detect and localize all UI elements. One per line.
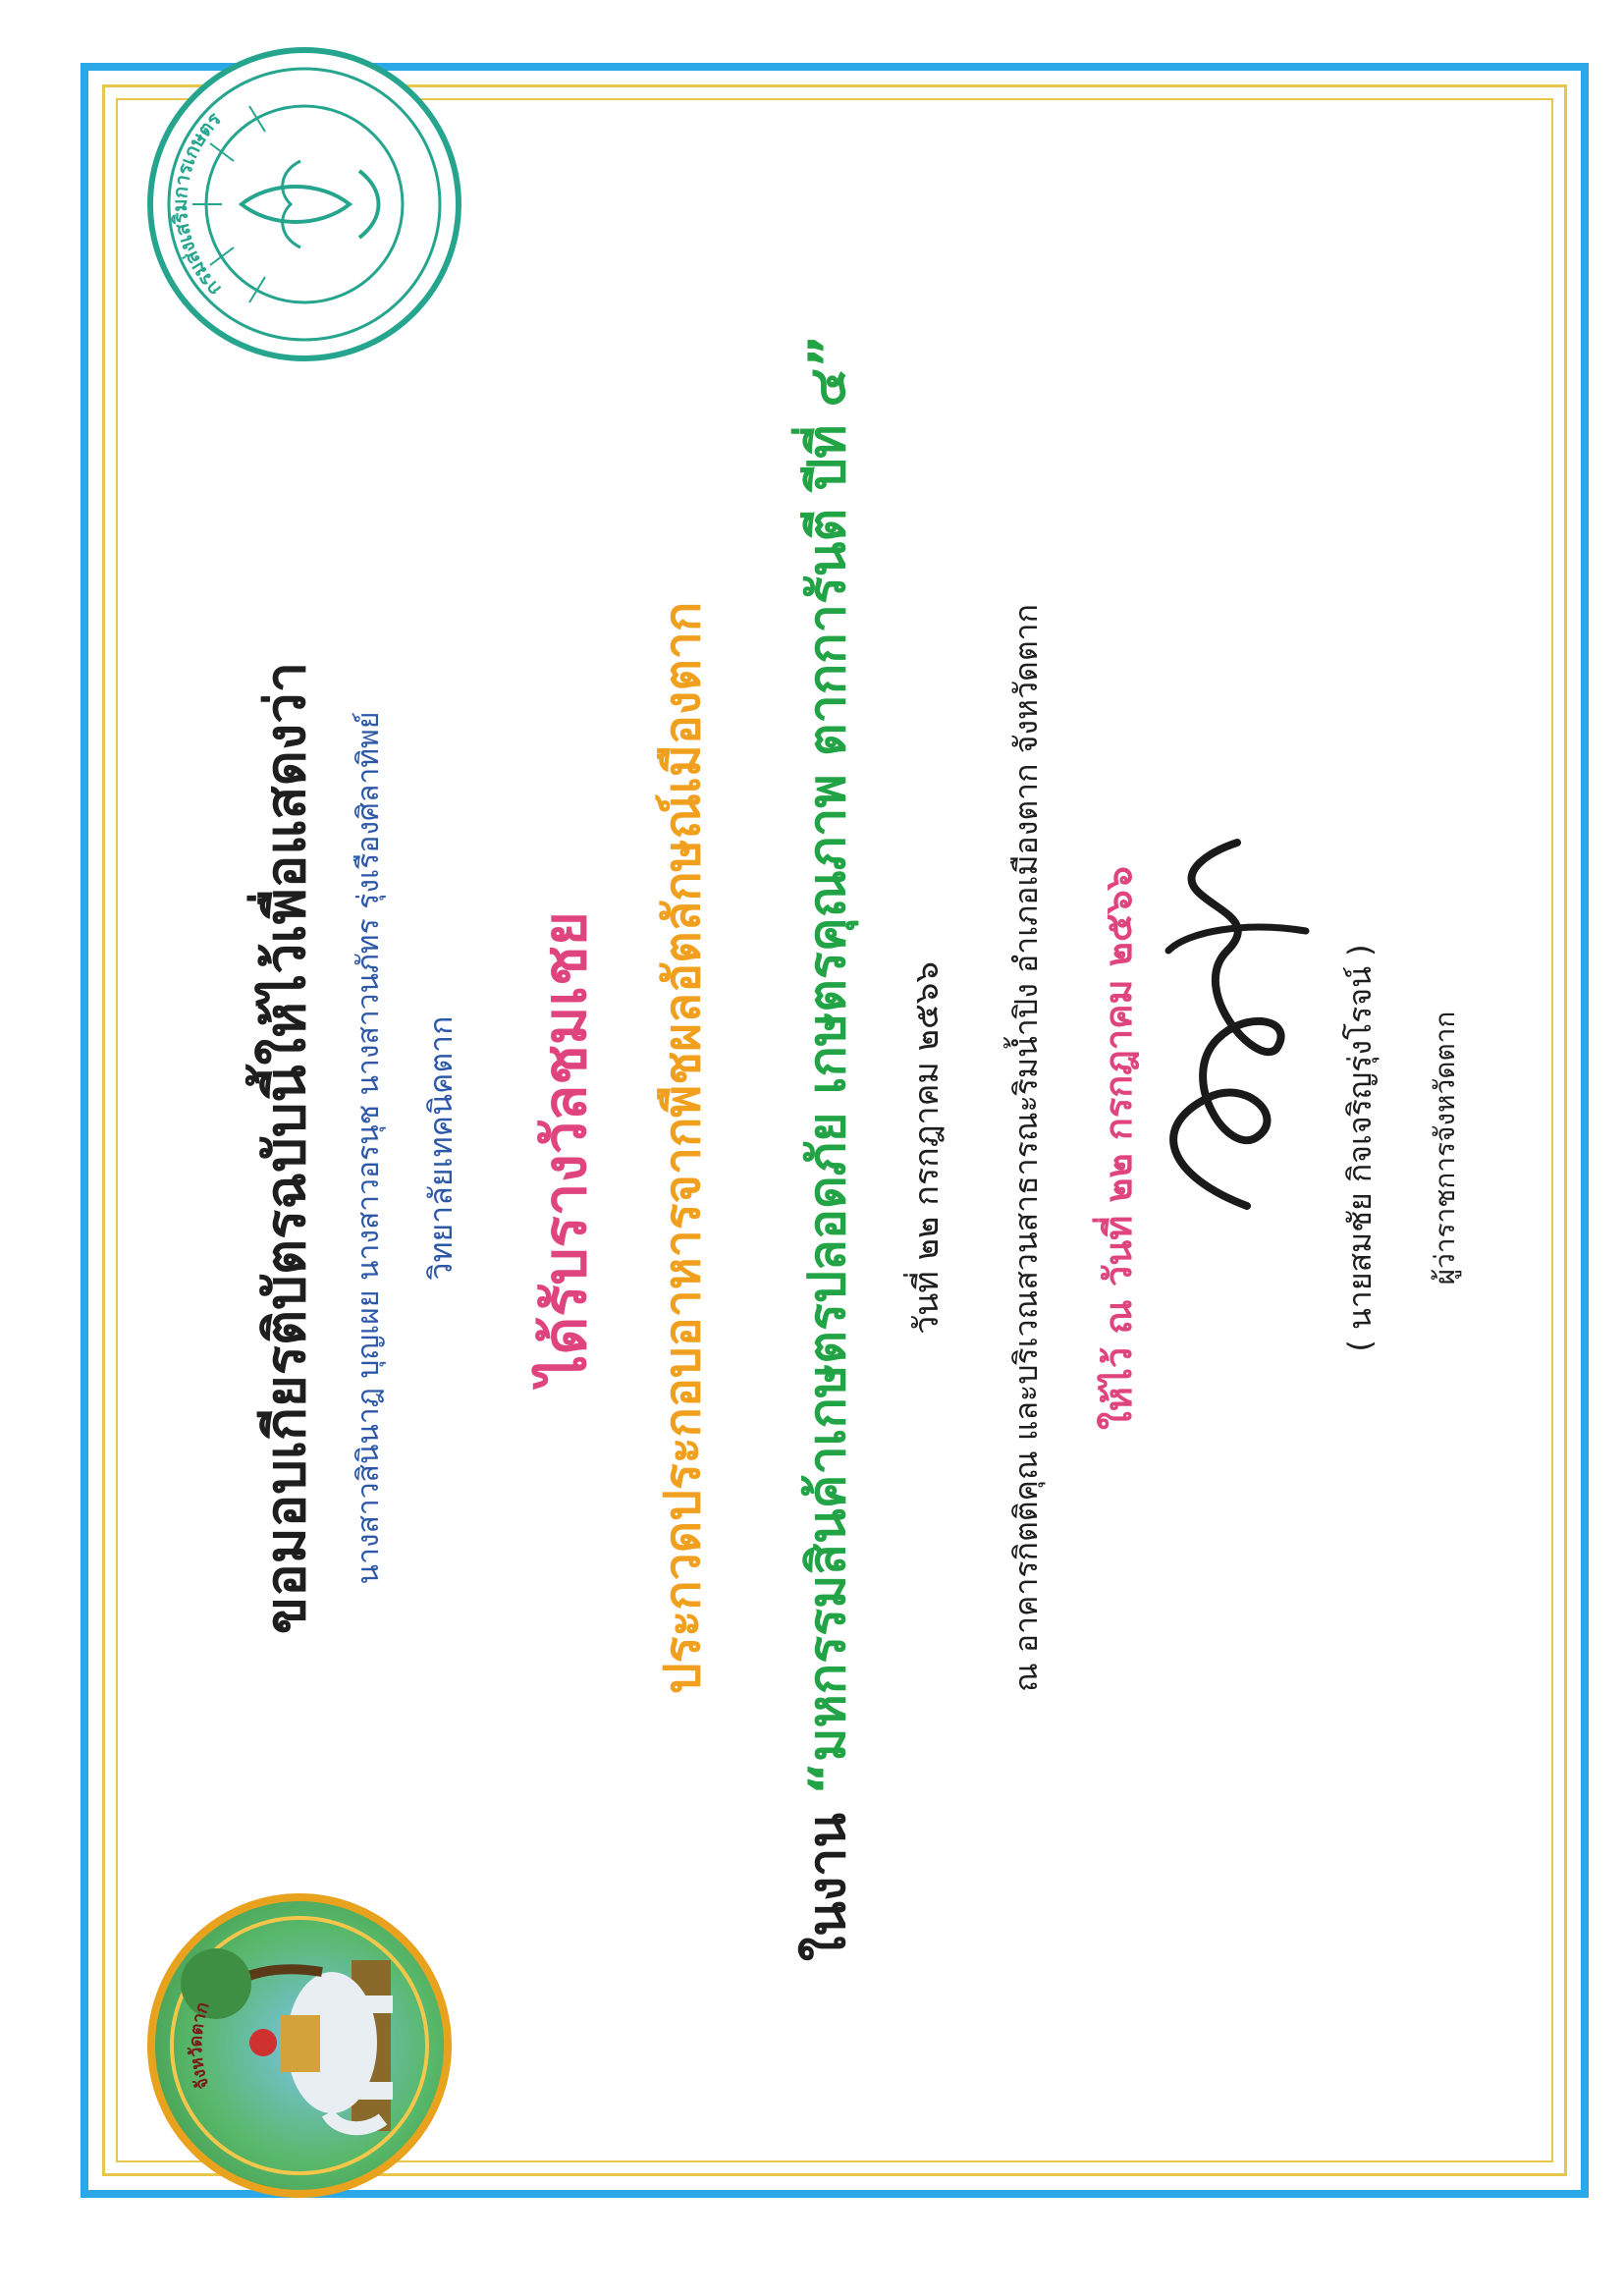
signature-mark [1110,813,1326,1245]
event-venue: ณ อาคารกิตติคุณ และบริเวณสวนสาธารณะริมน้ำปิง อำเภอเมืองตาก จังหวัดตาก [1007,604,1045,1692]
event-line [785,0,867,2296]
province-seal-text: จังหวัดตาก [186,1999,214,2092]
event-date: วันที่ ๒๒ กรกฎาคม ๒๕๖๖ [907,961,947,1335]
signer-position: ผู้ว่าราชการจังหวัดตาก [1429,1011,1461,1285]
svg-text:จังหวัดตาก [186,1999,213,2092]
event-name: “มหกรรมสินค้าเกษตรปลอดภัย เกษตรคุณภาพ ตากการันตี ปีที่ ๔” [798,334,857,1795]
recipient-names: นางสาวสินินาฎ บุญเผย นางสาวอรนุช นางสาวนภัทร รุ่งเรืองศิลาทิพย์ [352,711,386,1585]
event-prefix: ในงาน [798,1813,857,1962]
ministry-seal-text: กรมส่งเสริมการเกษตร [167,107,226,301]
contest-title: ประกวดประกอบอาหารจากพืชผลอัตลักษณ์เมืองตาก [654,601,711,1695]
certificate-header: ขอมอบเกียรติบัตรฉบับนี้ให้ไว้เพื่อแสดงว่า [254,661,318,1635]
award-title: ได้รับรางวัลชมเชย [531,911,600,1385]
signer-name: ( นายสมชัย กิจเจริญรุ่งโรจน์ ) [1341,944,1379,1352]
recipient-school: วิทยาลัยเทคนิคตาก [422,1015,460,1281]
issued-date: ให้ไว้ ณ วันที่ ๒๒ กรกฎาคม ๒๕๖๖ [1097,866,1140,1430]
